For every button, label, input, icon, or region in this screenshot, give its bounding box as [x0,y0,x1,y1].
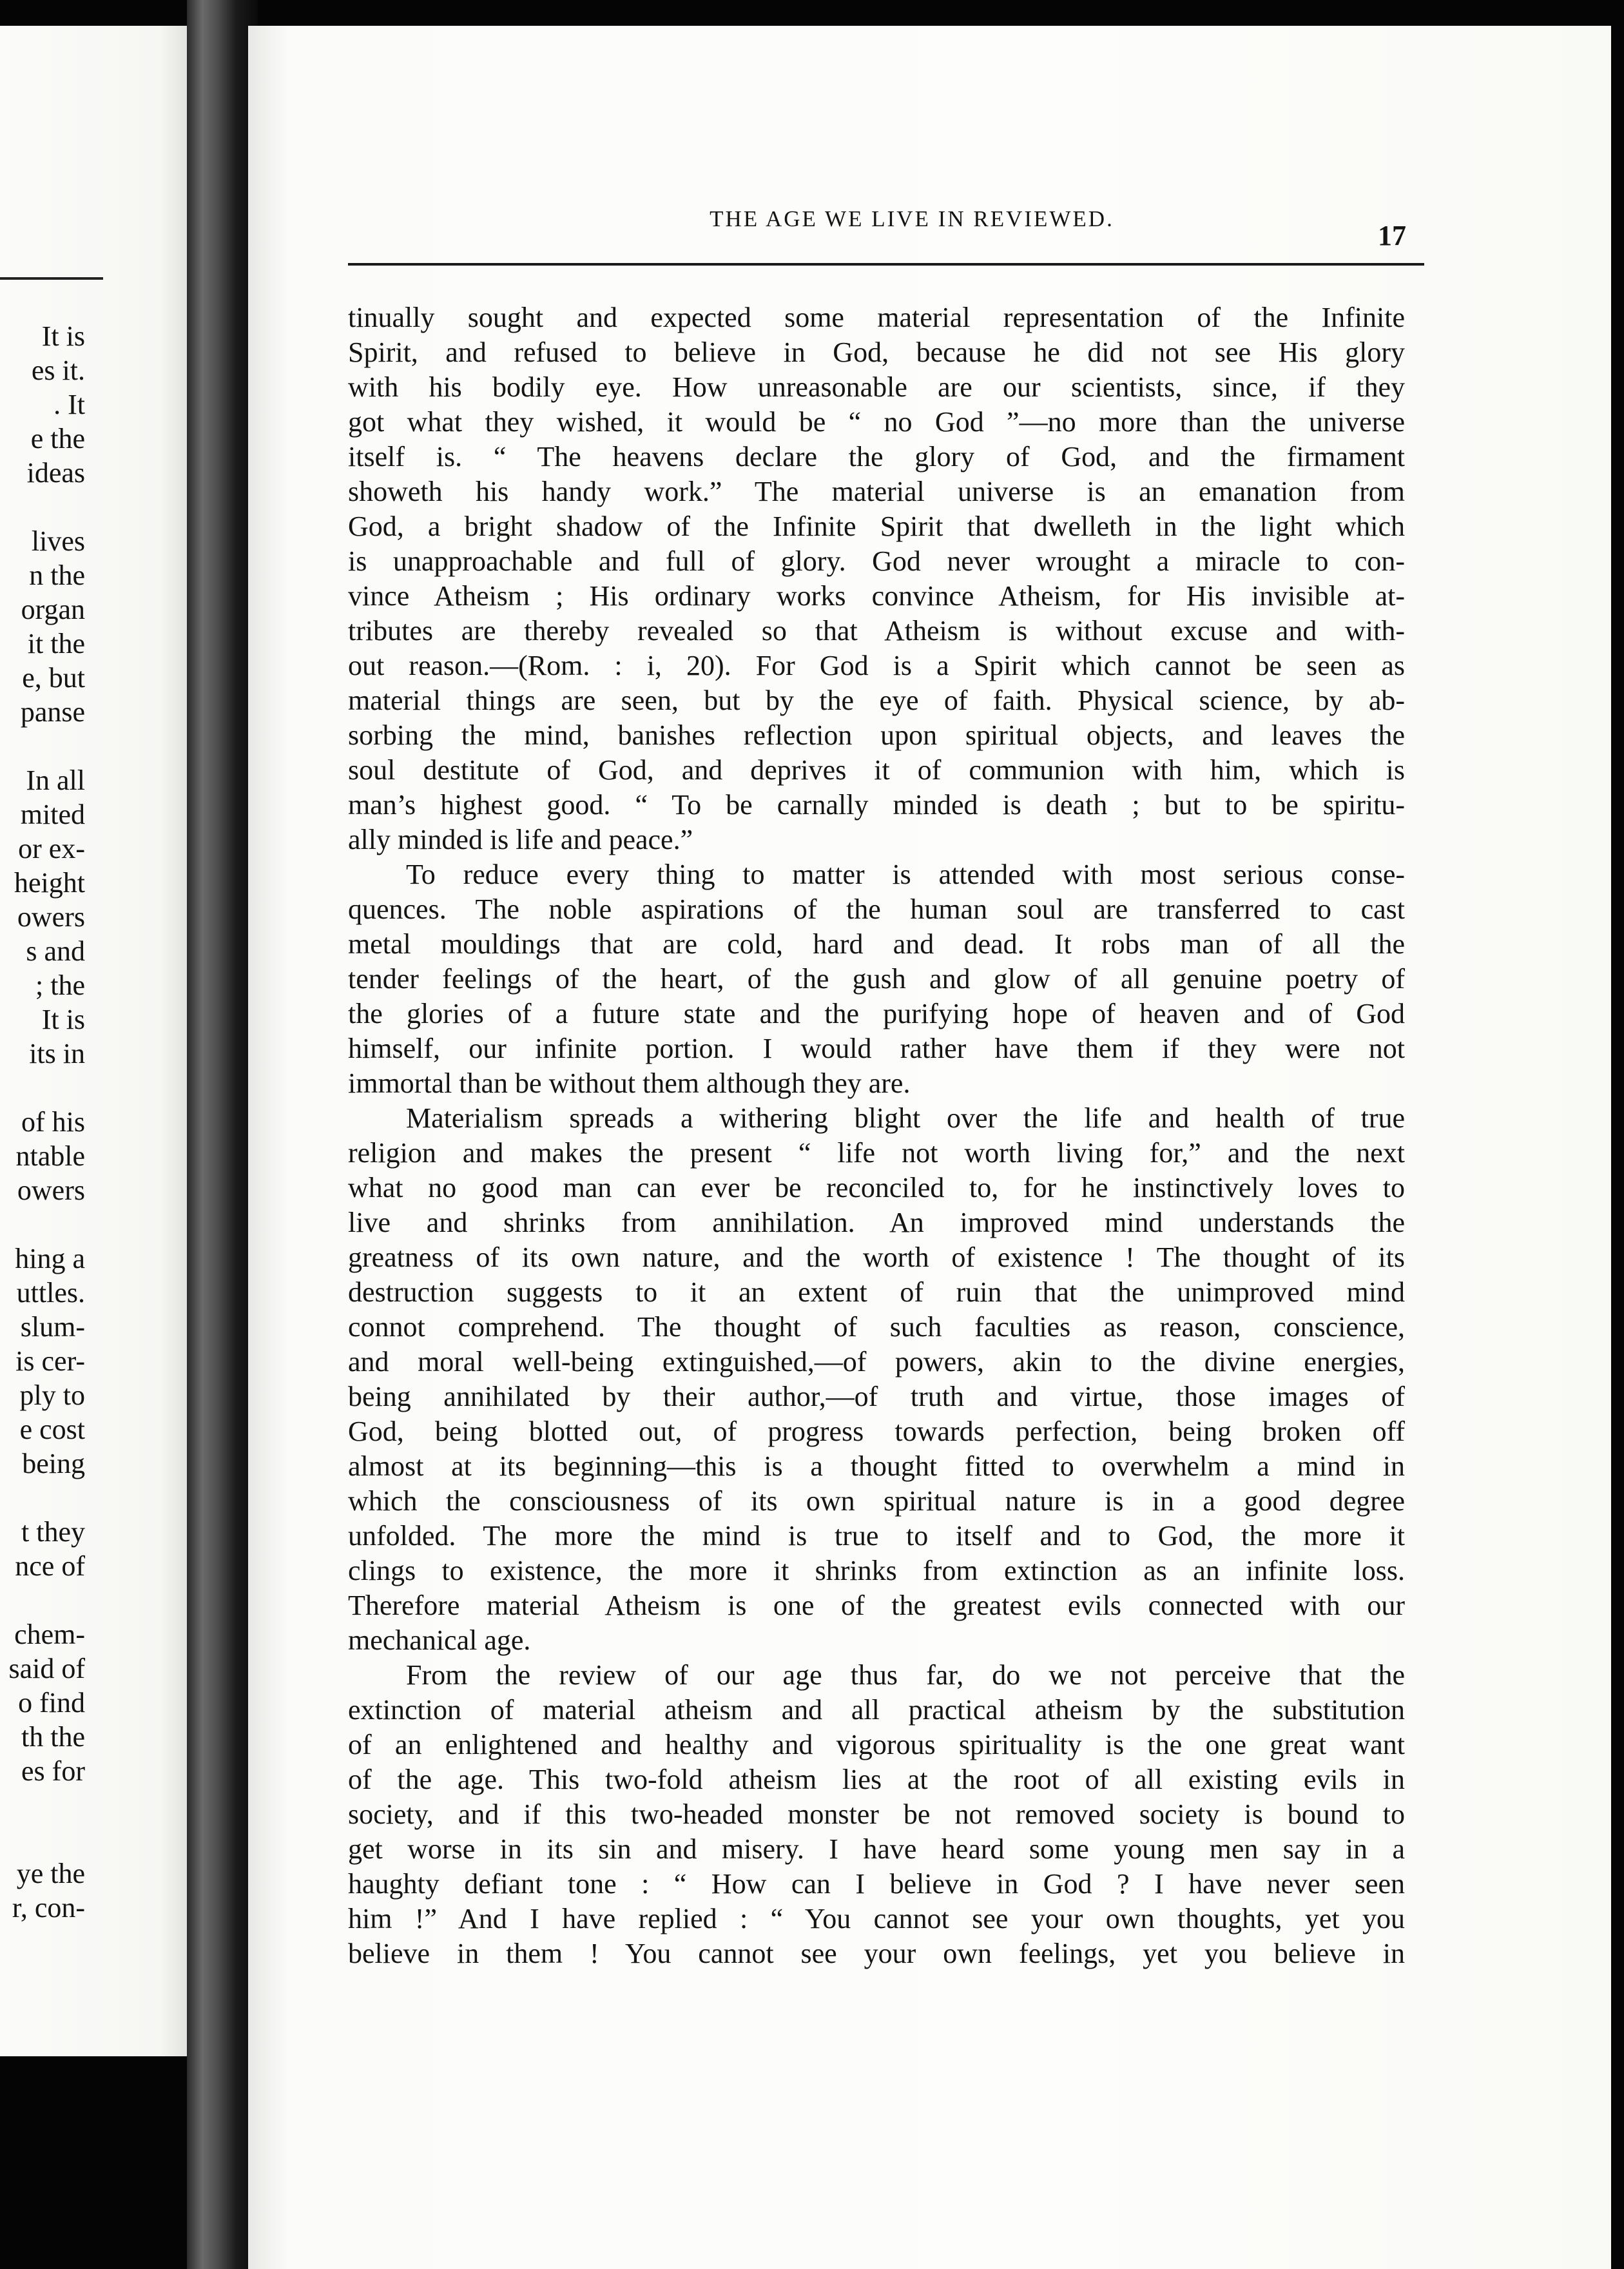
left-page-line: n the [29,560,85,591]
left-page-line: said of [8,1653,85,1684]
left-page-line: hing a [15,1243,85,1274]
left-facing-page [0,26,200,2056]
text-line: connot comprehend. The thought of such faculties as reason, conscience, [348,1311,1405,1343]
left-page-line: It is [41,320,85,352]
left-page-line: its in [29,1038,85,1069]
left-page-line: It is [41,1004,85,1035]
text-line: destruction suggests to it an extent of ruin that the unimproved mind [348,1276,1405,1308]
left-page-line: mited [20,799,85,830]
text-line: ally minded is life and peace.” [348,824,693,855]
text-line: immortal than be without them although they are. [348,1067,911,1099]
left-page-line: In all [26,764,85,796]
text-line: of the age. This two-fold atheism lies at the root of all existing evils in [348,1764,1405,1795]
text-line: unfolded. The more the mind is true to itself and to God, the more it [348,1520,1405,1552]
left-page-line: of his [21,1106,85,1138]
left-page-line: es it. [31,355,85,386]
left-page-line [0,1481,85,1515]
text-line: sorbing the mind, banishes reflection upon spiritual objects, and leaves the [348,719,1405,751]
left-page-line: being [22,1448,85,1479]
text-line: Spirit, and refused to believe in God, because he did not see His glory [348,336,1405,368]
text-line: being annihilated by their author,—of truth and virtue, those images of [348,1381,1405,1412]
text-line: himself, our infinite portion. I would rather have them if they were not [348,1033,1405,1064]
text-line: which the consciousness of its own spiritual nature is in a good degree [348,1485,1405,1517]
header-rule [348,263,1424,266]
left-page-line [0,1583,85,1617]
text-line: live and shrinks from annihilation. An improved mind understands the [348,1207,1405,1238]
text-line: extinction of material atheism and all practical atheism by the substitution [348,1694,1405,1726]
left-page-line [0,1822,85,1856]
text-line: soul destitute of God, and deprives it of communion with him, which is [348,754,1405,786]
text-line: believe in them ! You cannot see your own feelings, yet you believe in [348,1938,1405,1969]
text-line: God, being blotted out, of progress towards perfection, being broken off [348,1416,1405,1447]
text-line: To reduce every thing to matter is attended with most serious conse- [406,859,1405,890]
page-number: 17 [1378,220,1406,251]
left-page-line: e the [30,423,85,454]
body-text [348,300,1405,1971]
left-page-line: ntable [15,1140,85,1172]
left-page-line: organ [21,594,85,625]
left-page-line: nce of [15,1550,85,1582]
text-line: metal mouldings that are cold, hard and dead. It robs man of all the [348,928,1405,960]
left-page-line: e cost [19,1414,85,1445]
left-page-line: lives [31,525,85,557]
paragraph [348,300,1405,857]
left-page-rule [0,277,103,280]
text-line: Materialism spreads a withering blight over the life and health of true [406,1102,1405,1134]
left-page-line: or ex- [18,833,85,864]
text-line: out reason.—(Rom. : i, 20). For God is a Spirit which cannot be seen as [348,650,1405,681]
text-line: God, a bright shadow of the Infinite Spirit that dwelleth in the light which [348,511,1405,542]
left-page-line: ; the [35,969,85,1001]
text-line: tinually sought and expected some material representation of the Infinite [348,302,1405,333]
text-line: and moral well-being extinguished,—of powers, akin to the divine energies, [348,1346,1405,1378]
left-page-text [0,319,85,1925]
left-page-line [0,1207,85,1242]
left-page-line: e, but [22,662,85,694]
text-line: tributes are thereby revealed so that Atheism is without excuse and with- [348,615,1405,647]
left-page-line: uttles. [16,1277,85,1309]
text-line: Therefore material Atheism is one of the greatest evils connected with our [348,1590,1405,1621]
text-line: material things are seen, but by the eye of faith. Physical science, by ab- [348,685,1405,716]
text-line: From the review of our age thus far, do we not perceive that the [406,1659,1405,1691]
text-line: greatness of its own nature, and the worth of existence ! The thought of its [348,1242,1405,1273]
paragraph [348,857,1405,1101]
left-page-line [0,1071,85,1105]
left-page-line [0,1788,85,1822]
text-line: haughty defiant tone : “ How can I believe in God ? I have never seen [348,1868,1405,1900]
left-page-line: owers [17,901,85,933]
text-line: got what they wished, it would be “ no God ”—no more than the universe [348,406,1405,438]
text-line: tender feelings of the heart, of the gush and glow of all genuine poetry of [348,963,1405,995]
left-page-line: o find [18,1687,85,1719]
text-line: almost at its beginning—this is a thought fitted to overwhelm a mind in [348,1450,1405,1482]
left-page-line: panse [20,696,85,728]
text-line: vince Atheism ; His ordinary works convince Atheism, for His invisible at- [348,580,1405,612]
paragraph [348,1101,1405,1658]
text-line: society, and if this two-headed monster be not removed society is bound to [348,1798,1405,1830]
text-line: religion and makes the present “ life not worth living for,” and the next [348,1137,1405,1169]
text-line: mechanical age. [348,1624,531,1656]
left-page-line: owers [17,1174,85,1206]
left-page-line: es for [21,1755,85,1787]
left-page-line: slum- [20,1311,85,1343]
left-page-line: ideas [26,457,85,489]
left-page-line: r, con- [12,1892,85,1923]
text-line: showeth his handy work.” The material universe is an emanation from [348,476,1405,507]
left-page-line: it the [27,628,85,659]
paragraph [348,1658,1405,1971]
left-page-line: ye the [16,1858,85,1889]
text-line: itself is. “ The heavens declare the glory of God, and the firmament [348,441,1405,472]
left-page-line: ply to [19,1379,85,1411]
running-head: THE AGE WE LIVE IN REVIEWED. [710,206,1114,231]
left-page-line: t they [21,1516,85,1548]
left-page-line [0,729,85,763]
text-line: is unapproachable and full of glory. God never wrought a miracle to con- [348,545,1405,577]
left-page-line: . It [53,389,85,420]
text-line: of an enlightened and healthy and vigorous spirituality is the one great want [348,1729,1405,1760]
text-line: with his bodily eye. How unreasonable are our scientists, since, if they [348,371,1405,403]
book-gutter [187,0,258,2269]
left-page-line: chem- [14,1619,85,1650]
text-line: quences. The noble aspirations of the human soul are transferred to cast [348,893,1405,925]
left-page-line: height [14,867,85,899]
left-page-line: s and [26,935,85,967]
left-page-line [0,490,85,524]
text-line: the glories of a future state and the purifying hope of heaven and of God [348,998,1405,1029]
text-line: get worse in its sin and misery. I have heard some young men say in a [348,1833,1405,1865]
text-line: what no good man can ever be reconciled to, for he instinctively loves to [348,1172,1405,1203]
left-page-line: is cer- [15,1345,85,1377]
left-page-line: th the [21,1721,85,1753]
text-line: him !” And I have replied : “ You cannot see your own thoughts, yet you [348,1903,1405,1934]
text-line: man’s highest good. “ To be carnally minded is death ; but to be spiritu- [348,789,1405,821]
text-line: clings to existence, the more it shrinks from extinction as an infinite loss. [348,1555,1405,1586]
